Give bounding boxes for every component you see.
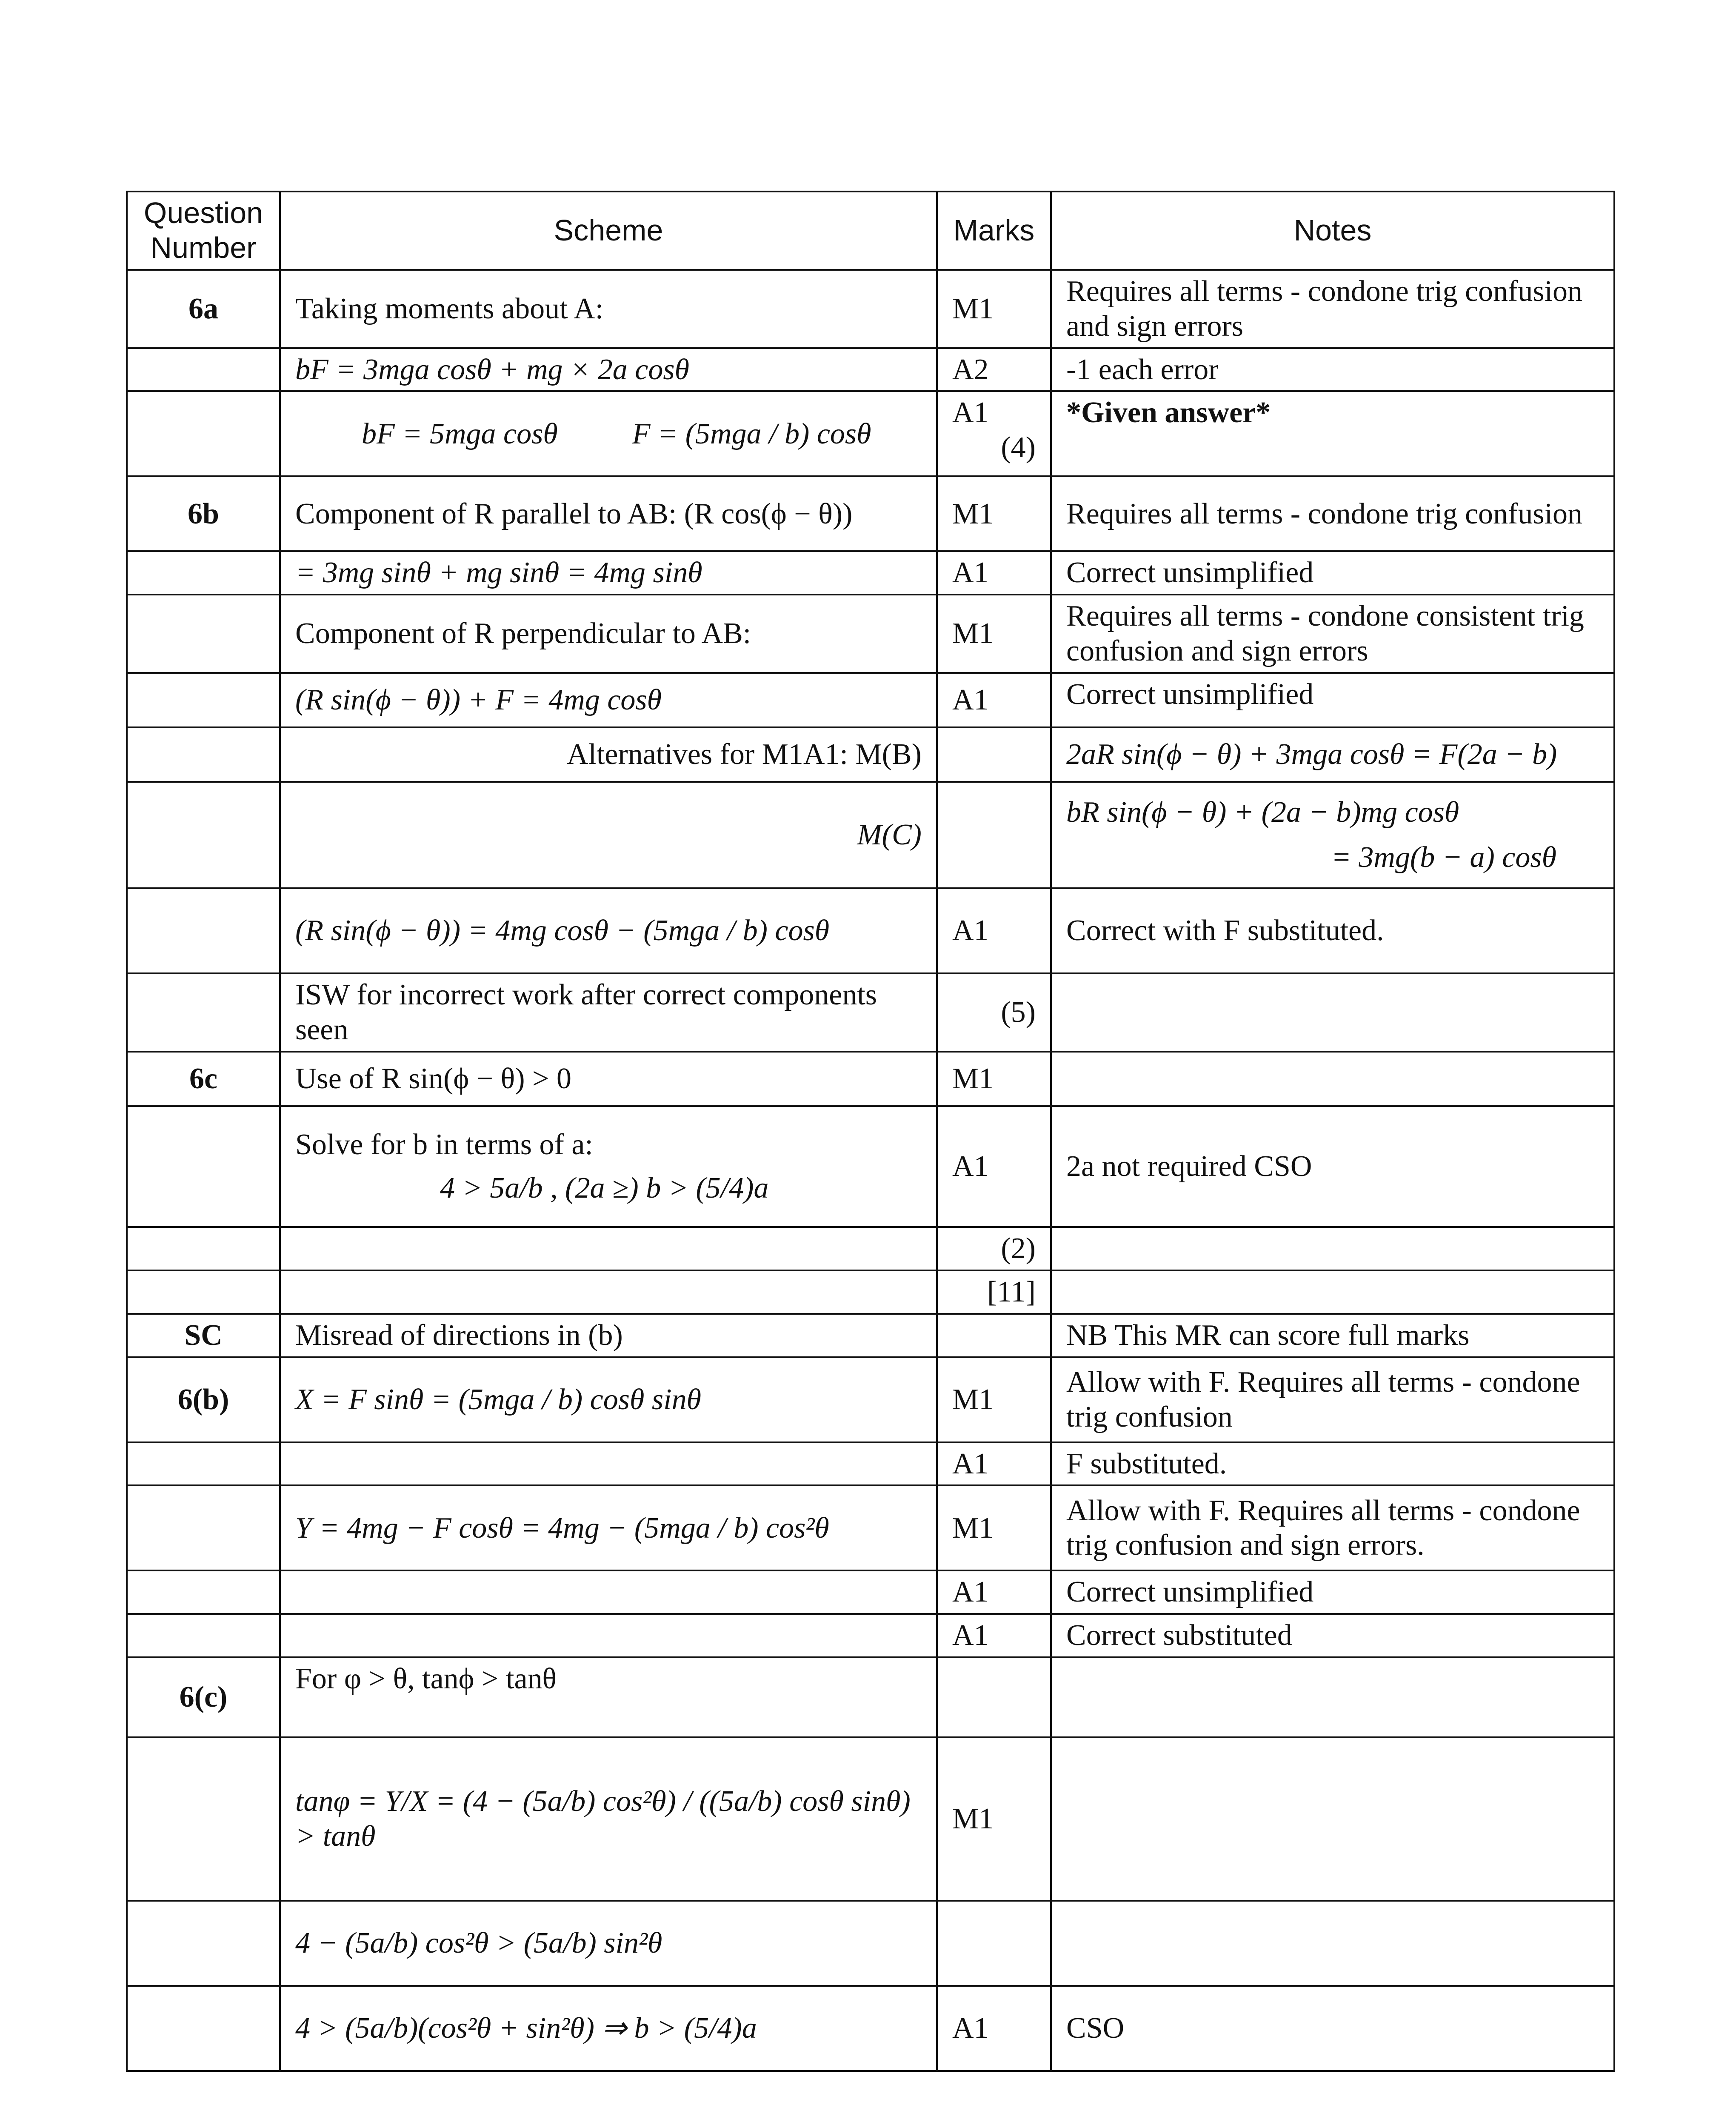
question-number: 6c (127, 1052, 280, 1106)
question-number (127, 1442, 280, 1486)
question-number (127, 1106, 280, 1227)
marks-cell (937, 1657, 1051, 1737)
notes-cell (1051, 1737, 1614, 1901)
table-row (127, 270, 1614, 348)
question-number: 6(c) (127, 1657, 280, 1737)
table-row (127, 1106, 1614, 1227)
notes-cell: Correct unsimplified (1051, 673, 1614, 727)
table-row (127, 727, 1614, 782)
scheme-left: bF = 5mga cosθ (362, 417, 558, 450)
notes-cell: Correct unsimplified (1051, 1570, 1614, 1614)
table-row (127, 348, 1614, 392)
marks-cell: M1 (937, 1485, 1051, 1570)
scheme-cell: tanφ = Y/X = (4 − (5a/b) cos²θ) / ((5a/b) cosθ sinθ) > tanθ (280, 1737, 937, 1901)
notes-cell: Requires all terms - condone consistent trig confusion and sign errors (1051, 595, 1614, 673)
table-row (127, 1614, 1614, 1657)
mark-total: (4) (1001, 431, 1036, 464)
table-row (127, 1442, 1614, 1486)
notes-cell (1051, 973, 1614, 1052)
notes-cell: Requires all terms - condone trig confusion (1051, 476, 1614, 551)
scheme-cell: 4 > (5a/b)(cos²θ + sin²θ) ⇒ b > (5/4)a (280, 1986, 937, 2071)
question-number (127, 1485, 280, 1570)
question-number (127, 1227, 280, 1270)
table-row (127, 595, 1614, 673)
marks-cell: (2) (937, 1227, 1051, 1270)
question-number (127, 1737, 280, 1901)
marks-cell: M1 (937, 1357, 1051, 1442)
question-number (127, 595, 280, 673)
scheme-cell (280, 391, 937, 476)
table-row (127, 1227, 1614, 1270)
question-number (127, 973, 280, 1052)
header-row (127, 192, 1614, 270)
scheme-cell (280, 1614, 937, 1657)
table-row (127, 551, 1614, 595)
notes-cell (1051, 1052, 1614, 1106)
question-number (127, 1986, 280, 2071)
scheme-cell (280, 1106, 937, 1227)
notes-cell (1051, 782, 1614, 888)
question-number (127, 551, 280, 595)
mark: A1 (952, 396, 989, 429)
table-row (127, 1986, 1614, 2071)
notes-cell: Correct with F substituted. (1051, 888, 1614, 973)
marks-cell: A1 (937, 1106, 1051, 1227)
marks-cell: A1 (937, 1570, 1051, 1614)
marks-cell: A1 (937, 888, 1051, 973)
table-row (127, 1737, 1614, 1901)
marks-cell: M1 (937, 270, 1051, 348)
table-row (127, 1485, 1614, 1570)
scheme-cell: (R sin(ϕ − θ)) + F = 4mg cosθ (280, 673, 937, 727)
question-number (127, 1570, 280, 1614)
question-number (127, 888, 280, 973)
scheme-cell: Component of R perpendicular to AB: (280, 595, 937, 673)
notes-cell (1051, 1227, 1614, 1270)
scheme-cell: Y = 4mg − F cosθ = 4mg − (5mga / b) cos²θ (280, 1485, 937, 1570)
marks-cell: A1 (937, 1986, 1051, 2071)
marks-cell: A1 (937, 1614, 1051, 1657)
scheme-cell (280, 1227, 937, 1270)
scheme-cell: Use of R sin(ϕ − θ) > 0 (280, 1052, 937, 1106)
scheme-cell: For φ > θ, tanϕ > tanθ (280, 1657, 937, 1737)
header-question: Question Number (127, 192, 280, 270)
table-row (127, 888, 1614, 973)
notes-cell (1051, 1901, 1614, 1986)
scheme-cell: = 3mg sinθ + mg sinθ = 4mg sinθ (280, 551, 937, 595)
question-number (127, 1614, 280, 1657)
marks-cell: M1 (937, 595, 1051, 673)
table-row (127, 391, 1614, 476)
table-row (127, 476, 1614, 551)
question-number (127, 1270, 280, 1314)
marks-cell (937, 391, 1051, 476)
marks-cell: A1 (937, 673, 1051, 727)
scheme-cell: bF = 3mga cosθ + mg × 2a cosθ (280, 348, 937, 392)
notes-cell: Allow with F. Requires all terms - condone trig confusion (1051, 1357, 1614, 1442)
scheme-cell (280, 1442, 937, 1486)
scheme-line-2: 4 > 5a/b , (2a ≥) b > (5/4)a (440, 1171, 769, 1204)
notes-cell: Allow with F. Requires all terms - condone trig confusion and sign errors. (1051, 1485, 1614, 1570)
scheme-cell: Taking moments about A: (280, 270, 937, 348)
marks-cell (937, 1314, 1051, 1357)
marks-cell: (5) (937, 973, 1051, 1052)
table-row (127, 1270, 1614, 1314)
question-number: 6(b) (127, 1357, 280, 1442)
scheme-cell: (R sin(ϕ − θ)) = 4mg cosθ − (5mga / b) cosθ (280, 888, 937, 973)
notes-line-1: bR sin(ϕ − θ) + (2a − b)mg cosθ (1066, 796, 1459, 829)
question-number (127, 391, 280, 476)
question-number: SC (127, 1314, 280, 1357)
scheme-cell: ISW for incorrect work after correct components seen (280, 973, 937, 1052)
notes-cell: *Given answer* (1051, 391, 1614, 476)
scheme-cell: Misread of directions in (b) (280, 1314, 937, 1357)
marks-cell: A1 (937, 1442, 1051, 1486)
table-row (127, 1314, 1614, 1357)
notes-cell: CSO (1051, 1986, 1614, 2071)
scheme-cell: 4 − (5a/b) cos²θ > (5a/b) sin²θ (280, 1901, 937, 1986)
scheme-cell: X = F sinθ = (5mga / b) cosθ sinθ (280, 1357, 937, 1442)
scheme-cell: Component of R parallel to AB: (R cos(ϕ − θ)) (280, 476, 937, 551)
marks-cell: [11] (937, 1270, 1051, 1314)
notes-cell: 2aR sin(ϕ − θ) + 3mga cosθ = F(2a − b) (1051, 727, 1614, 782)
table-row (127, 1570, 1614, 1614)
question-number (127, 727, 280, 782)
question-number (127, 782, 280, 888)
scheme-cell: M(C) (280, 782, 937, 888)
scheme-line-1: Solve for b in terms of a: (295, 1128, 593, 1161)
mark-scheme-table (126, 191, 1615, 2072)
notes-cell: 2a not required CSO (1051, 1106, 1614, 1227)
notes-cell: Requires all terms - condone trig confusion and sign errors (1051, 270, 1614, 348)
notes-cell: Correct unsimplified (1051, 551, 1614, 595)
table-row (127, 673, 1614, 727)
notes-cell: -1 each error (1051, 348, 1614, 392)
marks-cell: M1 (937, 1052, 1051, 1106)
notes-cell (1051, 1270, 1614, 1314)
marks-cell (937, 727, 1051, 782)
table-row (127, 1052, 1614, 1106)
header-marks: Marks (937, 192, 1051, 270)
notes-line-2: = 3mg(b − a) cosθ (1331, 841, 1556, 874)
table-row (127, 1357, 1614, 1442)
marks-cell: M1 (937, 1737, 1051, 1901)
question-number: 6a (127, 270, 280, 348)
question-number (127, 1901, 280, 1986)
marks-cell (937, 1901, 1051, 1986)
header-scheme: Scheme (280, 192, 937, 270)
marks-cell: A2 (937, 348, 1051, 392)
scheme-right: F = (5mga / b) cosθ (632, 417, 871, 450)
marks-cell (937, 782, 1051, 888)
table-row (127, 782, 1614, 888)
table-row (127, 1657, 1614, 1737)
table-row (127, 1901, 1614, 1986)
question-number (127, 348, 280, 392)
question-number: 6b (127, 476, 280, 551)
header-notes: Notes (1051, 192, 1614, 270)
notes-cell: Correct substituted (1051, 1614, 1614, 1657)
marks-cell: M1 (937, 476, 1051, 551)
notes-cell (1051, 1657, 1614, 1737)
notes-cell: NB This MR can score full marks (1051, 1314, 1614, 1357)
question-number (127, 673, 280, 727)
marks-cell: A1 (937, 551, 1051, 595)
scheme-cell: Alternatives for M1A1: M(B) (280, 727, 937, 782)
notes-cell: F substituted. (1051, 1442, 1614, 1486)
table-row (127, 973, 1614, 1052)
scheme-cell (280, 1570, 937, 1614)
scheme-cell (280, 1270, 937, 1314)
